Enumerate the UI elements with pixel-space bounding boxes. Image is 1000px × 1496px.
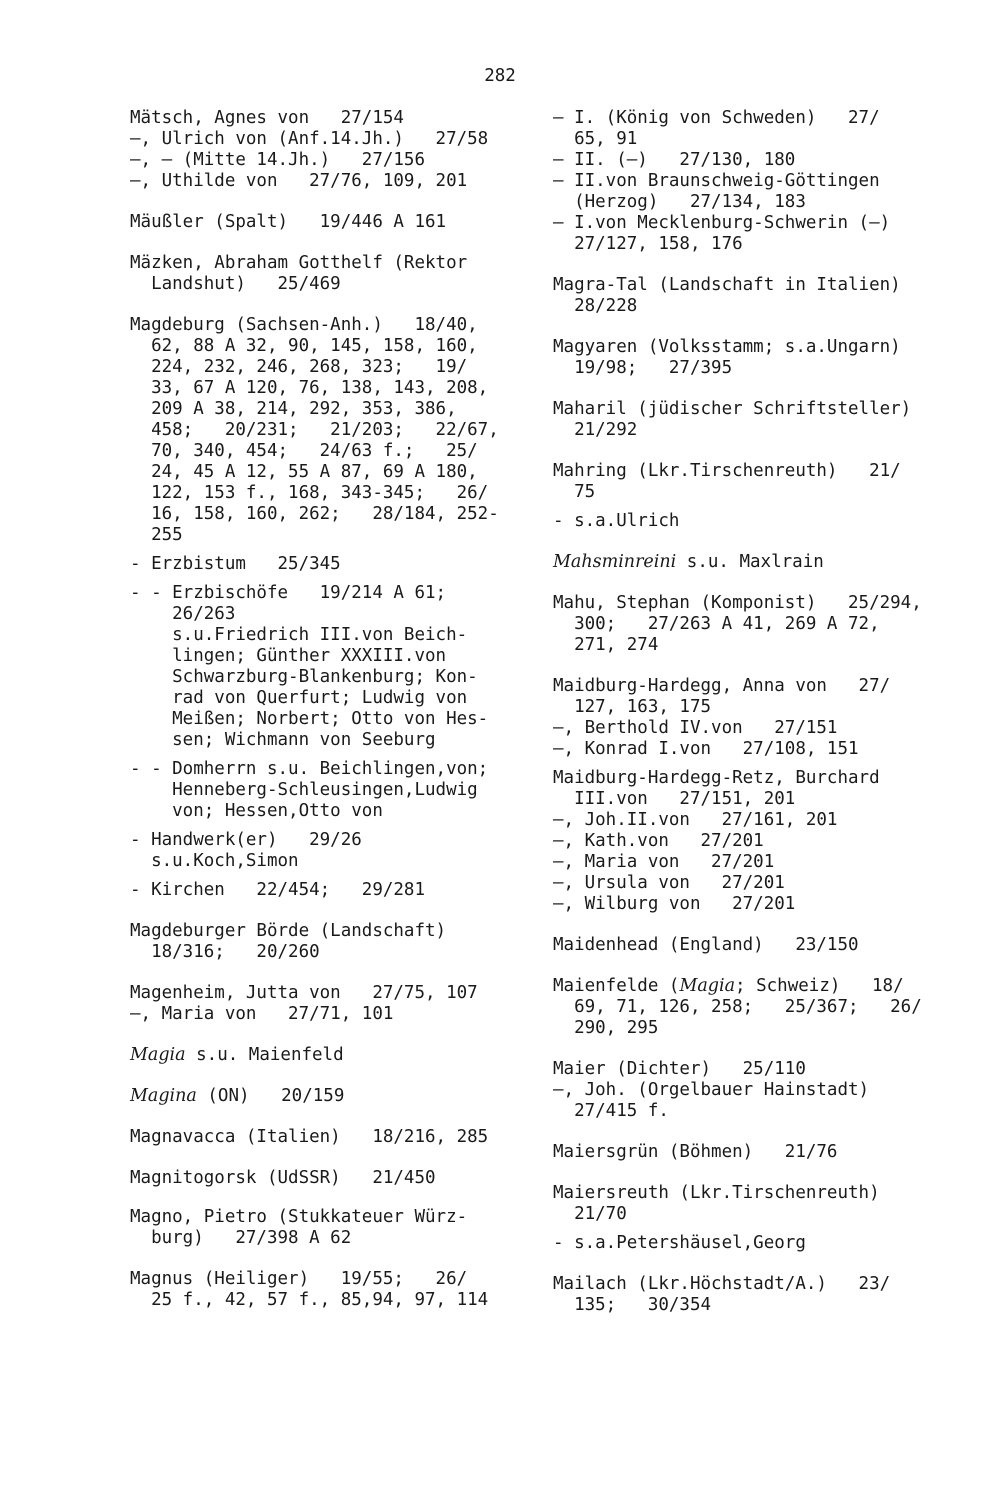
index-line: Magno, Pietro (Stukkateuer Würz- bbox=[130, 1207, 468, 1227]
index-line: 135; 30/354 bbox=[553, 1295, 712, 1315]
index-line: s.u.Koch,Simon bbox=[130, 851, 299, 871]
index-line: Maiersreuth (Lkr.Tirschenreuth) bbox=[553, 1183, 880, 1203]
index-line: 75 bbox=[553, 482, 596, 502]
index-line: —, Maria von 27/71, 101 bbox=[130, 1004, 394, 1024]
index-line: —, Wilburg von 27/201 bbox=[553, 894, 796, 914]
index-line: 255 bbox=[130, 525, 183, 545]
index-line: sen; Wichmann von Seeburg bbox=[130, 730, 436, 750]
index-line: Magra-Tal (Landschaft in Italien) bbox=[553, 275, 901, 295]
index-line: — II. (—) 27/130, 180 bbox=[553, 150, 796, 170]
index-line: 26/263 bbox=[130, 604, 236, 624]
index-line: Maharil (jüdischer Schriftsteller) bbox=[553, 399, 912, 419]
index-line: Maidburg-Hardegg-Retz, Burchard bbox=[553, 768, 880, 788]
index-line: Mahu, Stephan (Komponist) 25/294, bbox=[553, 593, 922, 613]
index-line: s.u.Friedrich III.von Beich- bbox=[130, 625, 468, 645]
index-line: Maier (Dichter) 25/110 bbox=[553, 1059, 806, 1079]
index-line: Maiersgrün (Böhmen) 21/76 bbox=[553, 1142, 838, 1162]
index-line: 458; 20/231; 21/203; 22/67, bbox=[130, 420, 499, 440]
index-line: Magenheim, Jutta von 27/75, 107 bbox=[130, 983, 478, 1003]
index-line: Henneberg-Schleusingen,Ludwig bbox=[130, 780, 478, 800]
index-line: Landshut) 25/469 bbox=[130, 274, 341, 294]
index-line: 70, 340, 454; 24/63 f.; 25/ bbox=[130, 441, 478, 461]
index-line: Magdeburger Börde (Landschaft) bbox=[130, 921, 447, 941]
index-line: —, Konrad I.von 27/108, 151 bbox=[553, 739, 859, 759]
index-line: Mäußler (Spalt) 19/446 A 161 bbox=[130, 212, 447, 232]
index-line bbox=[553, 976, 973, 997]
index-line: Magdeburg (Sachsen-Anh.) 18/40, bbox=[130, 315, 478, 335]
index-line: (Herzog) 27/134, 183 bbox=[553, 192, 806, 212]
index-line: 122, 153 f., 168, 343-345; 26/ bbox=[130, 483, 489, 503]
page-number: 282 bbox=[484, 66, 516, 86]
index-line: 24, 45 A 12, 55 A 87, 69 A 180, bbox=[130, 462, 478, 482]
index-line: 27/415 f. bbox=[553, 1101, 669, 1121]
index-line: 27/127, 158, 176 bbox=[553, 234, 743, 254]
index-line bbox=[130, 1086, 530, 1107]
index-line: —, Ulrich von (Anf.14.Jh.) 27/58 bbox=[130, 129, 489, 149]
index-line: —, Berthold IV.von 27/151 bbox=[553, 718, 838, 738]
index-line: Mailach (Lkr.Höchstadt/A.) 23/ bbox=[553, 1274, 891, 1294]
index-line: - Erzbistum 25/345 bbox=[130, 554, 341, 574]
index-line: Meißen; Norbert; Otto von Hes- bbox=[130, 709, 489, 729]
index-line: Magnitogorsk (UdSSR) 21/450 bbox=[130, 1168, 436, 1188]
index-line: 69, 71, 126, 258; 25/367; 26/ bbox=[553, 997, 922, 1017]
index-line: 16, 158, 160, 262; 28/184, 252- bbox=[130, 504, 499, 524]
index-line: 62, 88 A 32, 90, 145, 158, 160, bbox=[130, 336, 478, 356]
index-line-rest: ; Schweiz) 18/ bbox=[735, 976, 904, 996]
index-line: - - Domherrn s.u. Beichlingen,von; bbox=[130, 759, 489, 779]
index-line: —, Kath.von 27/201 bbox=[553, 831, 764, 851]
index-line bbox=[553, 552, 973, 573]
index-line: Mätsch, Agnes von 27/154 bbox=[130, 108, 404, 128]
index-line: - Handwerk(er) 29/26 bbox=[130, 830, 362, 850]
index-line: 21/70 bbox=[553, 1204, 627, 1224]
index-line: burg) 27/398 A 62 bbox=[130, 1228, 352, 1248]
left-column bbox=[130, 108, 530, 1311]
italic-term: Magia bbox=[679, 976, 736, 996]
index-line: 127, 163, 175 bbox=[553, 697, 712, 717]
index-line: 300; 27/263 A 41, 269 A 72, bbox=[553, 614, 880, 634]
index-line: — I. (König von Schweden) 27/ bbox=[553, 108, 880, 128]
index-line: —, Ursula von 27/201 bbox=[553, 873, 785, 893]
index-line: III.von 27/151, 201 bbox=[553, 789, 796, 809]
index-line: —, Maria von 27/201 bbox=[553, 852, 775, 872]
index-line: rad von Querfurt; Ludwig von bbox=[130, 688, 468, 708]
index-line: —, Joh. (Orgelbauer Hainstadt) bbox=[553, 1080, 870, 1100]
index-line: — II.von Braunschweig-Göttingen bbox=[553, 171, 880, 191]
index-line: 33, 67 A 120, 76, 138, 143, 208, bbox=[130, 378, 489, 398]
index-line: Mäzken, Abraham Gotthelf (Rektor bbox=[130, 253, 468, 273]
index-line-rest: (ON) 20/159 bbox=[196, 1086, 345, 1106]
index-line: Maidburg-Hardegg, Anna von 27/ bbox=[553, 676, 891, 696]
index-line: Mahring (Lkr.Tirschenreuth) 21/ bbox=[553, 461, 901, 481]
index-line-start: Maienfelde ( bbox=[553, 976, 680, 996]
right-column bbox=[553, 108, 973, 1316]
index-line: 224, 232, 246, 268, 323; 19/ bbox=[130, 357, 468, 377]
index-line: Magnus (Heiliger) 19/55; 26/ bbox=[130, 1269, 468, 1289]
index-line: - s.a.Petershäusel,Georg bbox=[553, 1233, 806, 1253]
index-line: - - Erzbischöfe 19/214 A 61; bbox=[130, 583, 447, 603]
index-line: - Kirchen 22/454; 29/281 bbox=[130, 880, 426, 900]
index-line: 25 f., 42, 57 f., 85,94, 97, 114 bbox=[130, 1290, 489, 1310]
index-line: 290, 295 bbox=[553, 1018, 659, 1038]
index-line: 65, 91 bbox=[553, 129, 638, 149]
index-line: 21/292 bbox=[553, 420, 638, 440]
index-line: 271, 274 bbox=[553, 635, 659, 655]
index-line: — I.von Mecklenburg-Schwerin (—) bbox=[553, 213, 891, 233]
index-line: —, Uthilde von 27/76, 109, 201 bbox=[130, 171, 468, 191]
index-line: Schwarzburg-Blankenburg; Kon- bbox=[130, 667, 478, 687]
italic-term: Magia bbox=[130, 1045, 186, 1065]
index-line: 19/98; 27/395 bbox=[553, 358, 733, 378]
index-line: 28/228 bbox=[553, 296, 638, 316]
index-line: —, — (Mitte 14.Jh.) 27/156 bbox=[130, 150, 426, 170]
italic-term: Magina bbox=[130, 1086, 197, 1106]
italic-term: Mahsminreini bbox=[553, 552, 677, 572]
index-line: Magyaren (Volksstamm; s.a.Ungarn) bbox=[553, 337, 901, 357]
index-line: 18/316; 20/260 bbox=[130, 942, 320, 962]
index-line: Maidenhead (England) 23/150 bbox=[553, 935, 859, 955]
index-line-rest: s.u. Maxlrain bbox=[676, 552, 824, 572]
index-line: lingen; Günther XXXIII.von bbox=[130, 646, 447, 666]
index-line: 209 A 38, 214, 292, 353, 386, bbox=[130, 399, 457, 419]
index-line-rest: s.u. Maienfeld bbox=[185, 1045, 344, 1065]
index-line bbox=[130, 1045, 530, 1066]
index-line: —, Joh.II.von 27/161, 201 bbox=[553, 810, 838, 830]
index-line: von; Hessen,Otto von bbox=[130, 801, 383, 821]
index-line: Magnavacca (Italien) 18/216, 285 bbox=[130, 1127, 489, 1147]
index-line: - s.a.Ulrich bbox=[553, 511, 680, 531]
